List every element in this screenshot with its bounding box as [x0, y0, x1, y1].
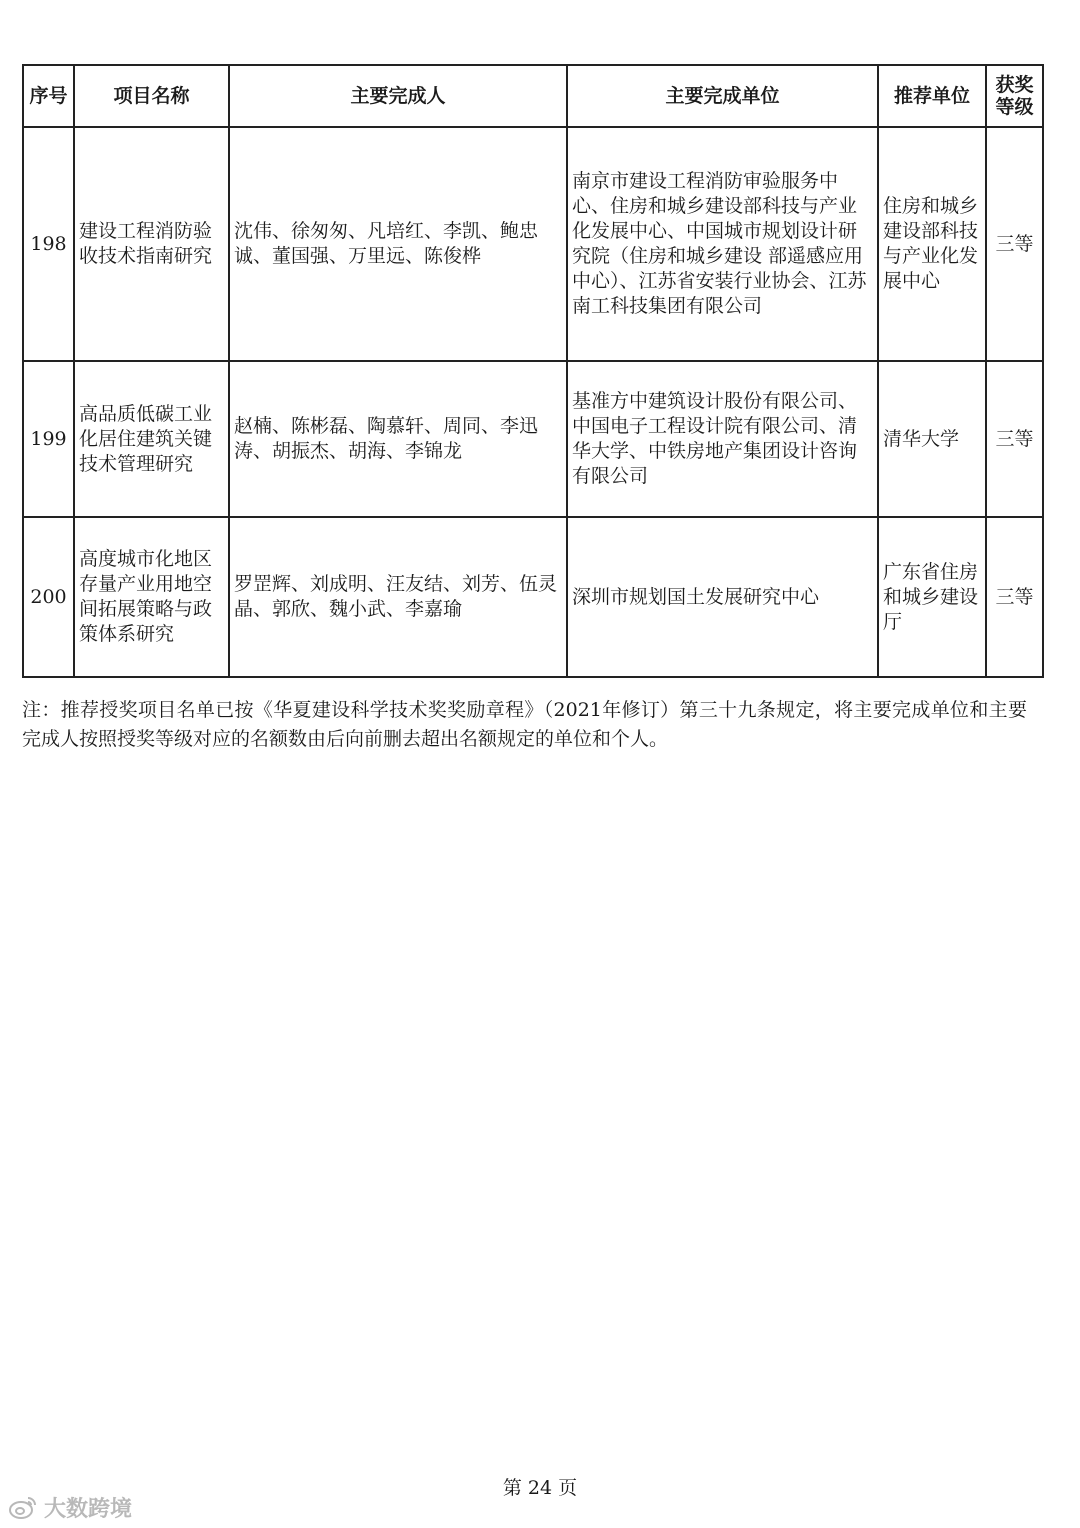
header-units: 主要完成单位	[567, 65, 878, 127]
table-row	[23, 517, 1043, 677]
row-recommender: 住房和城乡建设部科技与产业化发展中心	[878, 127, 986, 361]
row-project-name: 高品质低碳工业化居住建筑关键技术管理研究	[74, 361, 229, 517]
row-units: 深圳市规划国土发展研究中心	[567, 517, 878, 677]
awards-table	[22, 64, 1044, 678]
table-row	[23, 361, 1043, 517]
row-num: 198	[23, 127, 74, 361]
row-grade: 三等	[986, 127, 1043, 361]
page-number: 第 24 页	[502, 1477, 578, 1499]
header-name: 项目名称	[74, 65, 229, 127]
watermark	[8, 1490, 132, 1524]
row-project-name: 建设工程消防验收技术指南研究	[74, 127, 229, 361]
row-persons: 罗罡辉、刘成明、汪友结、刘芳、伍灵晶、郭欣、魏小武、李嘉瑜	[229, 517, 567, 677]
row-persons: 沈伟、徐匆匆、凡培红、李凯、鲍忠诚、董国强、万里远、陈俊桦	[229, 127, 567, 361]
row-grade: 三等	[986, 361, 1043, 517]
row-persons: 赵楠、陈彬磊、陶慕轩、周同、李迅涛、胡振杰、胡海、李锦龙	[229, 361, 567, 517]
weibo-logo-icon	[8, 1494, 38, 1520]
table-row	[23, 127, 1043, 361]
row-recommender: 广东省住房和城乡建设厅	[878, 517, 986, 677]
header-recommender: 推荐单位	[878, 65, 986, 127]
row-num: 199	[23, 361, 74, 517]
watermark-text: 大数跨境	[44, 1496, 133, 1522]
row-grade: 三等	[986, 517, 1043, 677]
header-persons: 主要完成人	[229, 65, 567, 127]
row-num: 200	[23, 517, 74, 677]
row-recommender: 清华大学	[878, 361, 986, 517]
row-project-name: 高度城市化地区存量产业用地空间拓展策略与政策体系研究	[74, 517, 229, 677]
row-units: 基准方中建筑设计股份有限公司、中国电子工程设计院有限公司、清华大学、中铁房地产集团设计咨询有限公司	[567, 361, 878, 517]
row-units: 南京市建设工程消防审验服务中心、住房和城乡建设部科技与产业化发展中心、中国城市规划设计研究院（住房和城乡建设 部遥感应用中心）、江苏省安装行业协会、江苏南工科技集团有限公司	[567, 127, 878, 361]
table-header-row	[23, 65, 1043, 127]
footnote: 注：推荐授奖项目名单已按《华夏建设科学技术奖奖励章程》（2021年修订）第三十九条规定，将主要完成单位和主要完成人按照授奖等级对应的名额数由后向前删去超出名额规定的单位和个人。	[22, 699, 1027, 750]
header-grade: 获奖等级	[986, 65, 1043, 127]
header-num: 序号	[23, 65, 74, 127]
